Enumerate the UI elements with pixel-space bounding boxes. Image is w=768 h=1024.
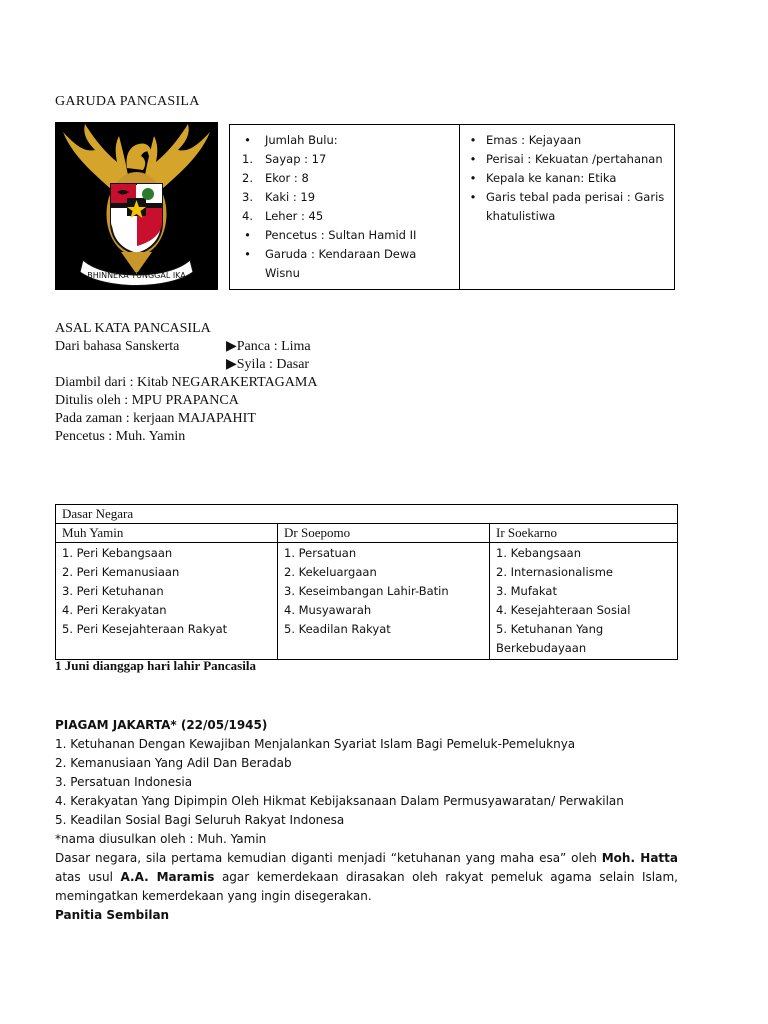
emblem-motto: BHINNEKA TUNGGAL IKA xyxy=(87,271,186,280)
info-box xyxy=(229,124,675,290)
list-item: 5. Ketuhanan Yang Berkebudayaan xyxy=(496,622,604,655)
text-line xyxy=(55,338,317,356)
list-item: 4. Musyawarah xyxy=(284,603,372,617)
list-item: 5. Keadilan Rakyat xyxy=(284,622,391,636)
list-number: 2. xyxy=(242,171,253,185)
list-item: 2. Kekeluargaan xyxy=(284,565,377,579)
list-text: Kepala ke kanan: Etika xyxy=(486,171,617,185)
bold-name: A.A. Maramis xyxy=(120,870,215,884)
list-item xyxy=(230,169,453,188)
list-item: 2. Kemanusiaan Yang Adil Dan Beradab xyxy=(55,756,292,770)
list-item: 5. Keadilan Sosial Bagi Seluruh Rakyat Indonesa xyxy=(55,813,345,827)
garuda-illustration xyxy=(55,122,218,290)
list-item: 4. Kerakyatan Yang Dipimpin Oleh Hikmat Kebijaksanaan Dalam Permusyawaratan/ Perwakilan xyxy=(55,794,624,808)
table-cell xyxy=(278,543,490,660)
section-heading: ASAL KATA PANCASILA xyxy=(55,321,211,336)
paragraph xyxy=(55,849,678,906)
column-header: Ir Soekarno xyxy=(490,524,678,543)
panca-meaning: ▶Panca : Lima xyxy=(226,339,311,354)
list-item: 4. Peri Kerakyatan xyxy=(62,603,167,617)
list-item: • Garuda : Kendaraan Dewa Wisnu xyxy=(230,245,453,283)
list-text: Perisai : Kekuatan /pertahanan xyxy=(486,152,663,166)
list-text: Leher : 45 xyxy=(265,209,324,223)
list-item: • Perisai : Kekuatan /pertahanan xyxy=(460,150,668,169)
text-line: Diambil dari : Kitab NEGARAKERTAGAMA xyxy=(55,375,318,390)
list-text: Ekor : 8 xyxy=(265,171,309,185)
text: Dasar negara, sila pertama kemudian diganti menjadi “ketuhanan yang maha esa” oleh xyxy=(55,851,602,865)
column-header: Dr Soepomo xyxy=(278,524,490,543)
list-item: 2. Peri Kemanusiaan xyxy=(62,565,180,579)
jumlah-bulu-label: Jumlah Bulu: xyxy=(265,133,338,147)
syila-meaning: ▶Syila : Dasar xyxy=(226,357,310,372)
info-left-column xyxy=(230,125,460,289)
text-line: Pada zaman : kerjaan MAJAPAHIT xyxy=(55,411,256,426)
info-right-column xyxy=(460,125,674,289)
list-number: 1. xyxy=(242,152,253,166)
list-text: Kaki : 19 xyxy=(265,190,316,204)
text: agar kemerdekaan dirasakan oleh rakyat pemeluk agama selain Islam, memingatkan kemerdekaan yang ingin disegerakan. xyxy=(55,870,678,903)
table-cell xyxy=(490,543,678,660)
list-item: 3. Peri Ketuhanan xyxy=(62,584,164,598)
list-item xyxy=(230,150,453,169)
text-line: Pencetus : Muh. Yamin xyxy=(55,429,186,444)
list-text: Pencetus : Sultan Hamid II xyxy=(265,228,417,242)
list-item xyxy=(230,207,453,226)
list-item: • Garis tebal pada perisai : Garis khatulistiwa xyxy=(460,188,668,226)
list-item: • Jumlah Bulu: xyxy=(230,131,453,150)
list-item: 5. Peri Kesejahteraan Rakyat xyxy=(62,622,228,636)
section-heading: PIAGAM JAKARTA* (22/05/1945) xyxy=(55,718,268,732)
list-item: 2. Internasionalisme xyxy=(496,565,613,579)
table-title: Dasar Negara xyxy=(56,505,678,524)
list-item: • Kepala ke kanan: Etika xyxy=(460,169,668,188)
list-item: 1. Persatuan xyxy=(284,546,357,560)
note-text: *nama diusulkan oleh : Muh. Yamin xyxy=(55,832,267,846)
panitia-sembilan-heading: Panitia Sembilan xyxy=(55,908,170,922)
list-text: Garis tebal pada perisai : Garis khatulistiwa xyxy=(486,190,665,223)
asal-kata-section xyxy=(55,320,317,446)
list-item: • Pencetus : Sultan Hamid II xyxy=(230,226,453,245)
juni-note: 1 Juni dianggap hari lahir Pancasila xyxy=(55,658,256,673)
list-item xyxy=(230,188,453,207)
list-number: 4. xyxy=(242,209,253,223)
text-line: Ditulis oleh : MPU PRAPANCA xyxy=(55,393,239,408)
list-item: • Emas : Kejayaan xyxy=(460,131,668,150)
list-text: Emas : Kejayaan xyxy=(486,133,582,147)
list-item: 3. Keseimbangan Lahir-Batin xyxy=(284,584,449,598)
page-title: GARUDA PANCASILA xyxy=(55,94,200,109)
list-item: 1. Peri Kebangsaan xyxy=(62,546,173,560)
column-header: Muh Yamin xyxy=(56,524,278,543)
dasar-negara-table xyxy=(55,504,678,660)
table-cell xyxy=(56,543,278,660)
list-item: 4. Kesejahteraan Sosial xyxy=(496,603,631,617)
garuda-emblem xyxy=(55,122,218,290)
text-line xyxy=(55,356,317,374)
piagam-jakarta-section xyxy=(55,716,678,925)
text: atas usul xyxy=(55,870,121,884)
text: Dari bahasa Sanskerta xyxy=(55,339,180,354)
list-item: 1. Ketuhanan Dengan Kewajiban Menjalankan Syariat Islam Bagi Pemeluk-Pemeluknya xyxy=(55,737,576,751)
bold-name: Moh. Hatta xyxy=(601,851,678,865)
list-text: Sayap : 17 xyxy=(265,152,327,166)
list-text: Garuda : Kendaraan Dewa Wisnu xyxy=(265,247,417,280)
list-item: 3. Mufakat xyxy=(496,584,557,598)
list-item: 1. Kebangsaan xyxy=(496,546,581,560)
list-number: 3. xyxy=(242,190,253,204)
list-item: 3. Persatuan Indonesia xyxy=(55,775,193,789)
